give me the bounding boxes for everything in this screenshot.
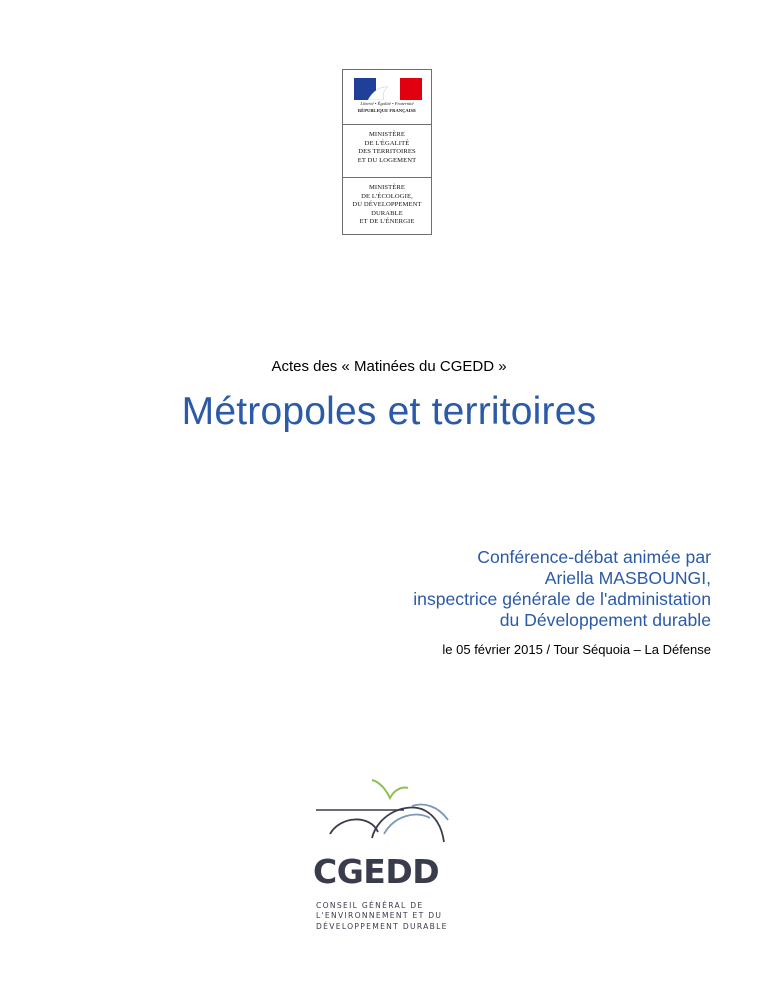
cgedd-subtitle: CONSEIL GÉNÉRAL DE L'ENVIRONNEMENT ET DU DÉVELOPPEMENT DURABLE — [316, 901, 448, 931]
conference-line: Ariella MASBOUNGI, — [544, 568, 711, 588]
marianne-flag-icon — [354, 78, 422, 100]
event-date-location: le 05 février 2015 / Tour Séquoia – La Défense — [442, 642, 711, 657]
ministry-ecologie: MINISTÈRE DE L'ÉCOLOGIE, DU DÉVELOPPEMENT DURABLE ET DE L'ÉNERGIE — [352, 184, 422, 226]
marianne-block — [343, 70, 431, 125]
conference-line: du Développement durable — [499, 610, 711, 630]
document-title: Métropoles et territoires — [181, 390, 597, 433]
conference-info — [413, 547, 711, 631]
ministry-logo — [342, 69, 432, 235]
republic-motto: Liberté • Égalité • Fraternité — [360, 101, 414, 106]
document-supertitle: Actes des « Matinées du CGEDD » — [271, 358, 507, 375]
ministry-territoires: MINISTÈRE DE L'ÉGALITÉ DES TERRITOIRES ET DU LOGEMENT — [343, 125, 431, 178]
conference-line: inspectrice générale de l'administation — [413, 589, 711, 609]
cgedd-name: CGEDD — [313, 852, 440, 891]
republic-name: RÉPUBLIQUE FRANÇAISE — [357, 108, 417, 113]
conference-line: Conférence-débat animée par — [477, 547, 711, 567]
